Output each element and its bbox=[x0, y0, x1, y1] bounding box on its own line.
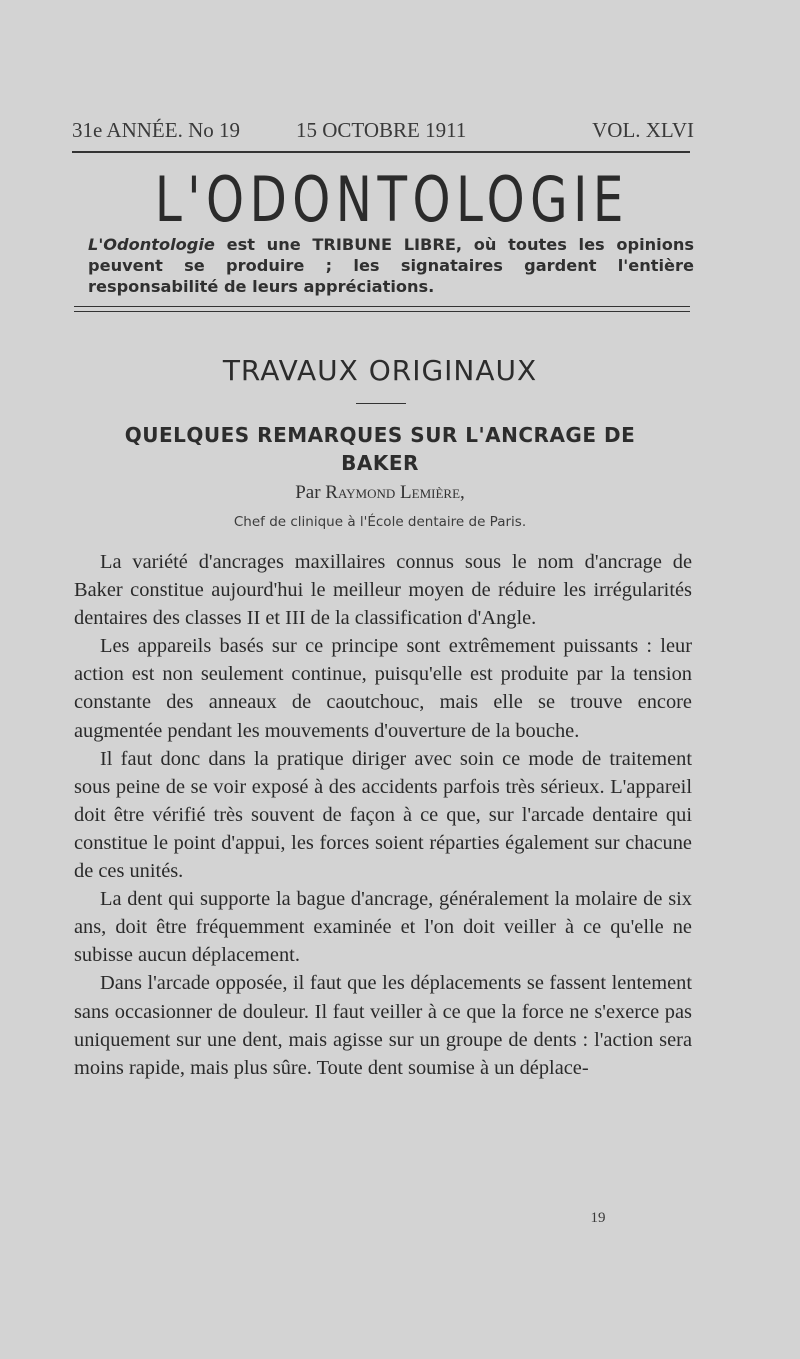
double-rule-lower bbox=[74, 311, 690, 312]
journal-title: L'ODONTOLOGIE bbox=[154, 163, 629, 236]
volume-number: VOL. XLVI bbox=[592, 118, 694, 142]
paragraph: La dent qui supporte la bague d'ancrage, généralement la molaire de six ans, doit être fréquemment examinée et l'on doit veiller à ce qu'elle ne subisse aucun déplacement. bbox=[74, 888, 692, 967]
paragraph: La variété d'ancrages maxillaires connus sous le nom d'ancrage de Baker constitue aujourd'hui le meilleur moyen de réduire les irrégularités dentaires des classes II et III de la classification d'Angle. bbox=[74, 551, 692, 630]
page-number: 19 bbox=[590, 1210, 606, 1226]
section-rule bbox=[356, 403, 406, 404]
tribune-notice bbox=[88, 234, 694, 297]
article-body bbox=[74, 548, 692, 1082]
double-rule-upper bbox=[74, 306, 690, 307]
article-title: QUELQUES REMARQUES SUR L'ANCRAGE DE BAKER bbox=[124, 423, 636, 475]
byline bbox=[120, 482, 640, 504]
byline-prefix: Par bbox=[295, 482, 326, 503]
issue-number: 31e ANNÉE. No 19 bbox=[72, 118, 240, 142]
paragraph: Dans l'arcade opposée, il faut que les déplacements se fassent lentement sans occasionner de douleur. Il faut veiller à ce que la force ne s'exerce pas uniquement sur une dent, mais agisse sur un groupe de dents : l'action sera moins rapide, mais plus sûre. Toute dent soumise à un déplace- bbox=[74, 972, 692, 1079]
author-name: Raymond Lemière, bbox=[325, 482, 465, 503]
author-affiliation: Chef de clinique à l'École dentaire de Paris. bbox=[233, 514, 527, 530]
paragraph: Les appareils basés sur ce principe sont extrêmement puissants : leur action est non seulement continue, puisqu'elle est produite par la tension constante des anneaux de caoutchouc, mais elle se trouve encore augmentée pendant les mouvements d'ouverture de la bouche. bbox=[74, 635, 692, 742]
paragraph: Il faut donc dans la pratique diriger avec soin ce mode de traitement sous peine de se voir exposé à des accidents parfois très sérieux. L'appareil doit être vérifié très souvent de façon à ce que, sur l'arcade dentaire qui constitue le point d'appui, les forces soient réparties également sur chacune de ces unités. bbox=[74, 747, 692, 883]
header-rule bbox=[72, 151, 690, 153]
issue-date: 15 OCTOBRE 1911 bbox=[296, 118, 467, 142]
tribune-text: est une TRIBUNE LIBRE, où toutes les opinions peuvent se produire ; les signataires gardent l'entière responsabilité de leurs appréciations. bbox=[88, 235, 694, 296]
tribune-journal-name: L'Odontologie bbox=[88, 235, 215, 254]
section-title: TRAVAUX ORIGINAUX bbox=[222, 354, 538, 387]
running-head bbox=[72, 118, 694, 146]
